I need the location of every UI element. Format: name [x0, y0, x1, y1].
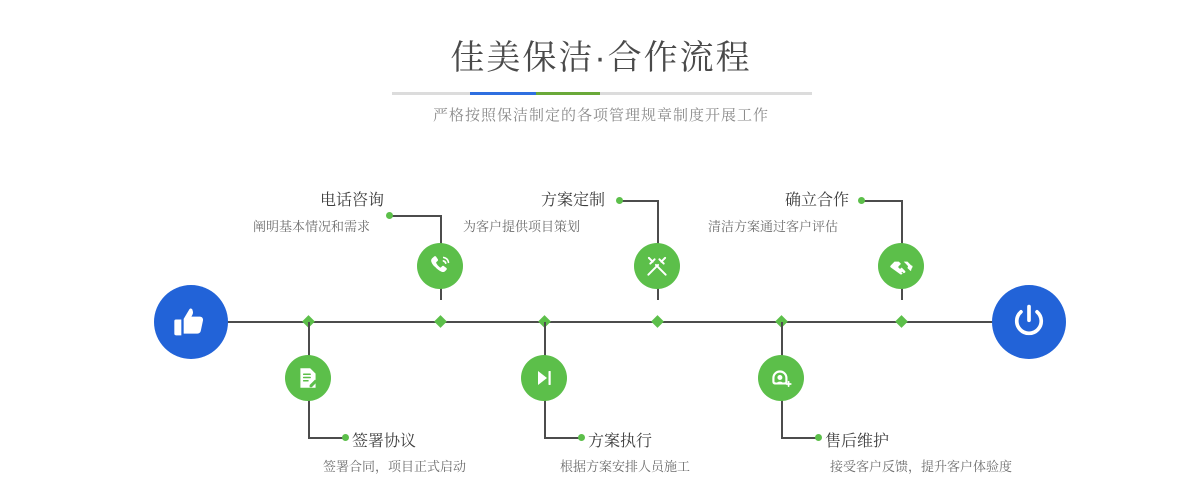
step-desc-below-1: 签署合同，项目正式启动: [323, 459, 467, 474]
connector-lead-dot-2: [616, 197, 623, 204]
play-forward-icon: [532, 366, 556, 390]
axis-node-marker: [434, 315, 447, 328]
axis-node-marker: [651, 315, 664, 328]
connector-lead-1: [390, 215, 442, 217]
step-icon-plan-custom: [634, 243, 680, 289]
connector-lead-dot-4: [342, 434, 349, 441]
document-edit-icon: [295, 365, 321, 391]
title-divider-green: [536, 92, 602, 95]
step-icon-establish-cooperation: [878, 243, 924, 289]
step-icon-after-sales: [758, 355, 804, 401]
connector-lead-4: [308, 437, 346, 439]
connector-lead-dot-5: [578, 434, 585, 441]
step-title-below-2: 方案执行: [588, 433, 653, 450]
connector-lead-dot-6: [815, 434, 822, 441]
thumbs-up-icon: [171, 302, 211, 342]
power-icon: [1008, 301, 1050, 343]
step-icon-plan-execution: [521, 355, 567, 401]
connector-lead-dot-1: [386, 212, 393, 219]
page-subtitle: 严格按照保洁制定的各项管理规章制度开展工作: [432, 107, 769, 124]
connector-lead-6: [781, 437, 819, 439]
start-node: [154, 285, 228, 359]
end-node: [992, 285, 1066, 359]
step-title-above-2: 方案定制: [541, 192, 606, 209]
phone-call-icon: [427, 253, 453, 279]
step-desc-above-3: 清洁方案通过客户评估: [708, 219, 839, 234]
headset-support-icon: [768, 365, 794, 391]
step-desc-below-3: 接受客户反馈，提升客户体验度: [830, 459, 1013, 474]
page-title: 佳美保洁·合作流程: [450, 39, 752, 77]
step-title-below-1: 签署协议: [352, 433, 417, 450]
pencil-ruler-icon: [644, 253, 670, 279]
title-divider-right: [600, 92, 812, 95]
step-icon-sign-agreement: [285, 355, 331, 401]
axis-node-marker: [895, 315, 908, 328]
connector-lead-dot-3: [858, 197, 865, 204]
step-desc-below-2: 根据方案安排人员施工: [560, 459, 691, 474]
connector-lead-2: [620, 200, 659, 202]
step-desc-above-1: 阐明基本情况和需求: [253, 219, 371, 234]
step-icon-phone-consult: [417, 243, 463, 289]
connector-lead-3: [862, 200, 903, 202]
connector-lead-5: [544, 437, 582, 439]
step-title-above-3: 确立合作: [785, 192, 850, 209]
step-desc-above-2: 为客户提供项目策划: [463, 219, 581, 234]
step-title-above-1: 电话咨询: [320, 192, 385, 209]
step-title-below-3: 售后维护: [825, 433, 890, 450]
handshake-icon: [888, 253, 914, 279]
title-divider-blue: [470, 92, 536, 95]
